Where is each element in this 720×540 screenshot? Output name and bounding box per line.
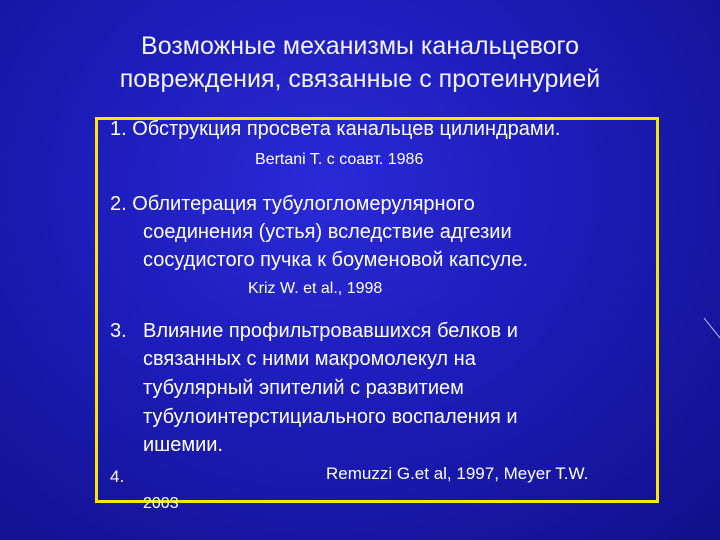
- title-line-2: повреждения, связанные с протеинурией: [119, 65, 601, 93]
- list-item-4-number: 4.: [110, 467, 125, 486]
- list-item-3-line-2: связанных с ними макромолекул на: [143, 348, 476, 370]
- title-line-1: Возможные механизмы канальцевого: [141, 32, 579, 60]
- list-item-1: 1. Обструкция просвета канальцев цилиндрами.: [110, 118, 561, 140]
- slide-title: [40, 30, 680, 96]
- reference-3-year-text: 2003: [143, 495, 179, 512]
- list-item-3-line-5: ишемии.: [143, 434, 223, 456]
- reference-3: Remuzzi G.et al, 1997, Meyer T.W.: [326, 464, 589, 483]
- reference-2: Kriz W. et al., 1998: [248, 280, 383, 297]
- list-item-3-line-1: Влияние профильтровавшихся белков и: [143, 320, 518, 342]
- list-item-2-line-3: сосудистого пучка к боуменовой капсуле.: [143, 249, 529, 271]
- list-item-3-line-4: тубулоинтерстициального воспаления и: [143, 406, 518, 428]
- reference-1: Bertani T. с соавт. 1986: [255, 151, 424, 168]
- list-item-3-number: 3.: [110, 320, 127, 342]
- list-item-3-line-3: тубулярный эпителий с развитием: [143, 377, 464, 399]
- reference-3-year: [143, 495, 179, 512]
- list-item-2-line-2: соединения (устья) вследствие адгезии: [143, 221, 512, 243]
- list-item-2-line-1: 2. Облитерация тубулогломерулярного: [110, 193, 475, 215]
